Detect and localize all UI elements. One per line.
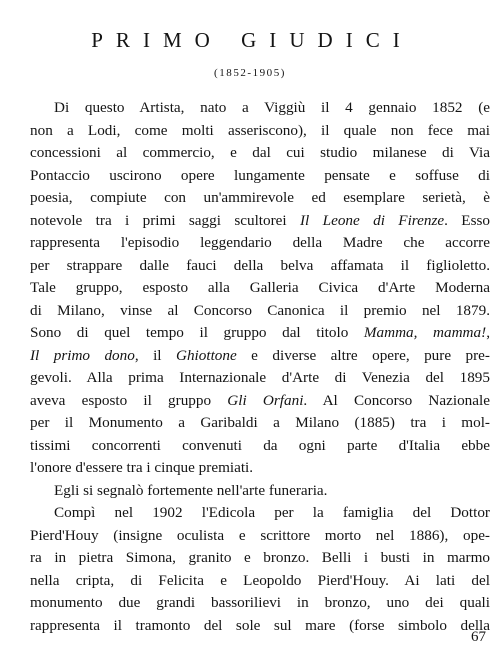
- text-line: rappresenta l'episodio leggendario della Madre che accorre: [30, 234, 490, 251]
- text-line: poesia, compiute con un'ammirevole ed esemplare serietà, è: [30, 189, 490, 206]
- text-line: di Milano, vinse al Concorso Canonica il premio nel 1879.: [30, 301, 490, 319]
- text-line: tissimi concorrenti convenuti da ogni parte d'Italia ebbe: [30, 436, 490, 454]
- text-line: l'onore d'essere tra i cinque premiati.: [30, 459, 254, 476]
- text-line: Di questo Artista, nato a Viggiù il 4 gennaio 1852 (e: [54, 99, 490, 116]
- text-line: aveva esposto il gruppo Gli Orfani. Al Concorso Nazionale: [30, 391, 490, 409]
- text-line: per strappare dalle fauci della belva affamata il figlioletto.: [30, 256, 490, 274]
- artist-dates: (1852-1905): [214, 67, 286, 79]
- text-line: nella cripta, di Felicita e Leopoldo Pierd'Houy. Ai lati del: [30, 571, 490, 589]
- text-line: Tale gruppo, esposto alla Galleria Civica d'Arte Moderna: [30, 279, 490, 296]
- text-line: ra in pietra Simona, granito e bronzo. Belli i busti in marmo: [30, 549, 490, 566]
- text-line: Pontaccio uscirono opere lungamente pensate e soffuse di: [30, 166, 490, 184]
- text-line: Compì nel 1902 l'Edicola per la famiglia del Dottor: [54, 504, 490, 521]
- artwork-title: Mamma, mamma!: [363, 324, 487, 341]
- text-line: rappresenta il tramonto del sole sul mare (forse simbolo della: [30, 616, 490, 634]
- text-line: notevole tra i primi saggi scultorei Il Leone di Firenze. Esso: [30, 211, 490, 229]
- text-line: concessioni al commercio, e dal cui studio milanese di Via: [30, 144, 490, 161]
- artwork-title: Il primo dono: [30, 346, 135, 364]
- artwork-title: Ghiottone: [175, 346, 237, 364]
- text-line: per il Monumento a Garibaldi a Milano (1885) tra i mol-: [30, 414, 490, 431]
- text-line: Egli si segnalò fortemente nell'arte funeraria.: [54, 481, 328, 499]
- artwork-title: Gli Orfani: [227, 391, 304, 409]
- text-line: Il primo dono, il Ghiottone e diverse altre opere, pure pre-: [30, 346, 490, 364]
- body-text: [30, 97, 490, 637]
- text-line: non a Lodi, come molti asseriscono), il quale non fece mai: [30, 121, 490, 139]
- page-number: 67: [471, 629, 486, 645]
- artwork-title: Il Leone di Firenze: [300, 211, 445, 229]
- text-line: gevoli. Alla prima Internazionale d'Arte di Venezia del 1895: [30, 369, 490, 386]
- chapter-title: PRIMO GIUDICI: [91, 28, 413, 52]
- text-line: Sono di quel tempo il gruppo dal titolo Mamma, mamma!,: [30, 324, 490, 341]
- text-line: monumento due grandi bassorilievi in bronzo, uno dei quali: [30, 594, 490, 611]
- text-line: Pierd'Houy (insigne oculista e scrittore morto nel 1886), ope-: [30, 526, 490, 544]
